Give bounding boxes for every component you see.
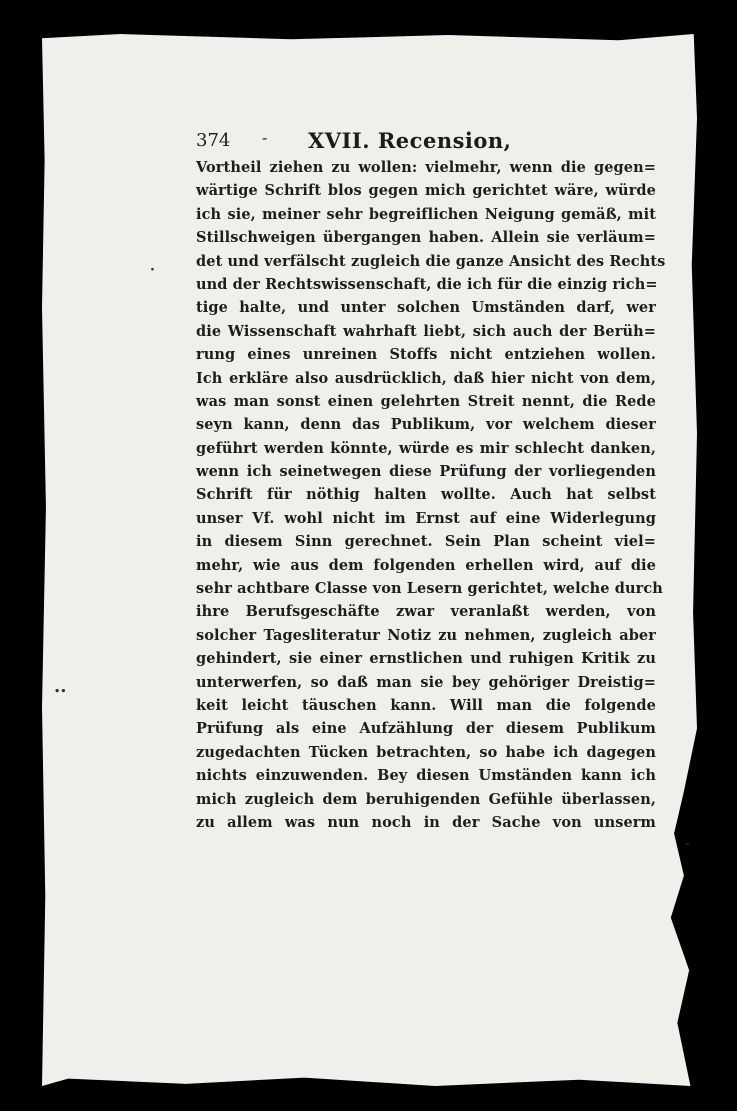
header-dash: - <box>262 128 268 147</box>
text-line-20: ihre Berufsgeschäfte zwar veranlaßt werden, von <box>196 603 656 621</box>
text-line-6: und der Rechtswissenschaft, die ich für die einzig rich= <box>196 275 658 293</box>
text-line-5: det und verfälscht zugleich die ganze Ansicht des Rechts <box>196 252 666 270</box>
margin-mark-left-top: · <box>150 262 155 278</box>
text-line-1: Vortheil ziehen zu wollen: vielmehr, wenn die gegen= <box>196 159 656 176</box>
running-title: XVII. Recension, <box>308 128 512 153</box>
text-line-17: in diesem Sinn gerechnet. Sein Plan scheint viel= <box>196 533 656 551</box>
text-line-15: Schrift für nöthig halten wollte. Auch hat selbst <box>196 486 656 504</box>
text-line-29: zu allem was nun noch in der Sache von unserm <box>196 813 656 831</box>
text-line-27: nichts einzuwenden. Bey diesen Umständen kann ich <box>196 767 656 785</box>
text-line-28: mich zugleich dem beruhigenden Gefühle überlassen, <box>196 790 656 808</box>
text-line-25: Prüfung als eine Aufzählung der diesem Publikum <box>196 720 656 738</box>
text-line-4: Stillschweigen übergangen haben. Allein sie verläum= <box>196 229 656 247</box>
margin-mark-right-bottom: ˘ <box>684 842 691 858</box>
text-line-26: zugedachten Tücken betrachten, so habe ich dagegen <box>196 743 656 761</box>
text-line-19: sehr achtbare Classe von Lesern gerichtet, welche durch <box>196 580 663 598</box>
page-number: 374 <box>196 130 231 151</box>
text-line-16: unser Vf. wohl nicht im Ernst auf eine Widerlegung <box>196 509 656 527</box>
text-line-2: wärtige Schrift blos gegen mich gerichtet wäre, würde <box>196 182 656 200</box>
text-line-14: wenn ich seinetwegen diese Prüfung der vorliegenden <box>196 463 656 481</box>
page-header <box>196 128 656 156</box>
text-line-22: gehindert, sie einer ernstlichen und ruhigen Kritik zu <box>196 650 656 668</box>
text-line-3: ich sie, meiner sehr begreiflichen Neigung gemäß, mit <box>196 205 656 223</box>
text-line-8: die Wissenschaft wahrhaft liebt, sich auch der Berüh= <box>196 322 656 340</box>
text-line-11: was man sonst einen gelehrten Streit nennt, die Rede <box>196 392 656 410</box>
text-line-9: rung eines unreinen Stoffs nicht entziehen wollen. <box>196 346 656 364</box>
text-line-21: solcher Tagesliteratur Notiz zu nehmen, zugleich aber <box>196 626 656 644</box>
text-line-23: unterwerfen, so daß man sie bey gehöriger Dreistig= <box>196 673 656 691</box>
text-line-18: mehr, wie aus dem folgenden erhellen wird, auf die <box>196 556 656 574</box>
text-line-13: geführt werden könnte, würde es mir schlecht danken, <box>196 439 656 457</box>
margin-mark-left-mid: .. <box>54 676 67 697</box>
text-line-10: Ich erkläre also ausdrücklich, daß hier nicht von dem, <box>196 369 656 387</box>
text-line-12: seyn kann, denn das Publikum, vor welchem dieser <box>196 416 656 434</box>
text-line-24: keit leicht täuschen kann. Will man die folgende <box>196 696 656 714</box>
text-line-7: tige halte, und unter solchen Umständen darf, wer <box>196 299 656 317</box>
body-text <box>196 156 666 834</box>
